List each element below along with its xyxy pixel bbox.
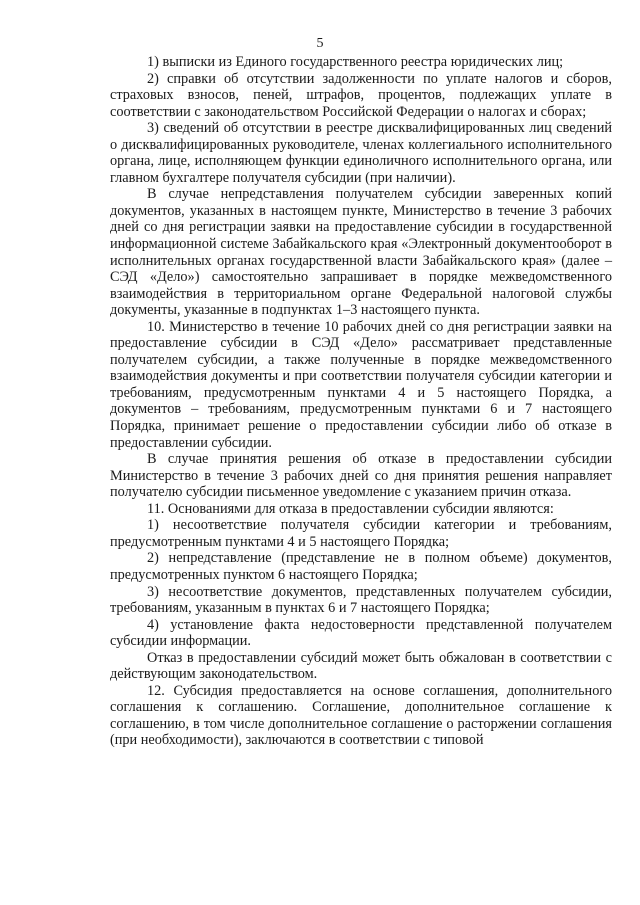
paragraph: 2) непредставление (представление не в полном объеме) документов, предусмотренных пунктом 6 настоящего Порядка; [110,550,612,583]
paragraph: 12. Субсидия предоставляется на основе соглашения, дополнительного соглашения к соглашению. Соглашение, дополнительное соглашение к соглашению, в том числе дополнительное соглашение о расторжении соглашения (при необходимости), заключаются в соответствии с типовой [110,682,612,749]
document-body [110,54,612,749]
paragraph: 4) установление факта недостоверности представленной получателем субсидии информации. [110,616,612,650]
paragraph: 2) справки об отсутствии задолженности по уплате налогов и сборов, страховых взносов, пеней, штрафов, процентов, подлежащих уплате в соответствии с законодательством Российской Федерации о налогах и сборах; [110,70,612,120]
paragraph: 1) несоответствие получателя субсидии категории и требованиям, предусмотренным пунктами 4 и 5 настоящего Порядка; [110,517,612,550]
paragraph: 3) несоответствие документов, представленных получателем субсидии, требованиям, указанным в пунктах 6 и 7 настоящего Порядка; [110,583,612,617]
paragraph: 1) выписки из Единого государственного реестра юридических лиц; [147,54,564,70]
paragraph: 10. Министерство в течение 10 рабочих дней со дня регистрации заявки на предоставление субсидии в СЭД «Дело» рассматривает представленные получателем субсидии, а также полученные в порядке межведомственного взаимодействия документы и при соответствии получателя субсидии категории и требованиям, предусмотренным пунктами 4 и 5 настоящего Порядка, а документов – требованиям, предусмотренным пунктами 6 и 7 настоящего Порядка, принимает решение о предоставлении субсидии либо об отказе в предоставлении субсидии. [110,318,612,451]
paragraph: В случае принятия решения об отказе в предоставлении субсидии Министерство в течение 3 рабочих дней со дня принятия решения направляет получателю субсидии письменное уведомление с указанием причин отказа. [110,451,612,501]
paragraph: В случае непредставления получателем субсидии заверенных копий документов, указанных в настоящем пункте, Министерство в течение 3 рабочих дней со дня регистрации заявки на предоставление субсидии в государственной информационной системе Забайкальского края «Электронный документооборот в исполнительных органах государственной власти Забайкальского края» (далее – СЭД «Дело») самостоятельно запрашивает в порядке межведомственного взаимодействия в территориальном органе Федеральной налоговой службы документы, указанные в подпунктах 1–3 настоящего пункта. [110,186,612,319]
page-number: 5 [316,36,324,51]
paragraph: Отказ в предоставлении субсидий может быть обжалован в соответствии с действующим законодательством. [110,649,612,683]
paragraph: 11. Основаниями для отказа в предоставлении субсидии являются: [147,500,554,517]
paragraph: 3) сведений об отсутствии в реестре дисквалифицированных лиц сведений о дисквалифицированных руководителе, членах коллегиального исполнительного органа, лице, исполняющем функции единоличного исполнительного органа, или главном бухгалтере получателя субсидии (при наличии). [110,120,612,186]
